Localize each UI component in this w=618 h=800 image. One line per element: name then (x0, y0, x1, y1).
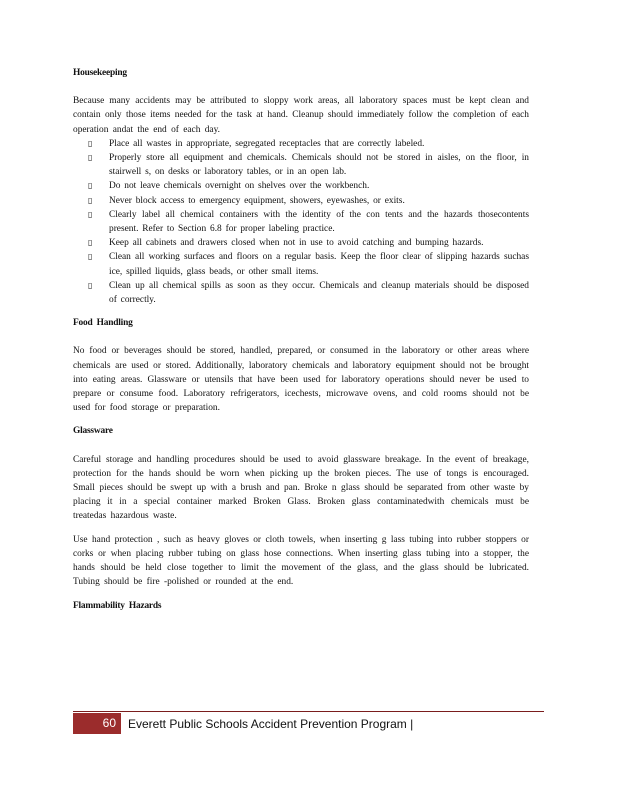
bullet-item (73, 279, 529, 307)
bullet-icon: ▯ (88, 209, 93, 219)
bullet-icon: ▯ (88, 195, 93, 205)
bullet-icon: ▯ (88, 238, 93, 248)
bullet-text: Clean all working surfaces and floors on a regular basis. Keep the floor clear of slipping hazards suchas ice, spilled liquids, glass beads, or other small items. (109, 252, 529, 277)
food-handling-text: No food or beverages should be stored, handled, prepared, or consumed in the laboratory or other areas where chemicals are used or stored. Additionally, laboratory chemicals and laboratory equipment should not be brought into eating areas. Glassware or utensils that have been used for laboratory operations should never be used to prepare or consume food. Laboratory refrigerators, icechests, microwave ovens, and cold rooms should not be used for food storage or preparation. (73, 346, 529, 414)
bullet-icon: ▯ (88, 138, 93, 148)
housekeeping-heading: Housekeeping (73, 68, 127, 78)
glassware-paragraph-1: Careful storage and handling procedures should be used to avoid glassware breakage. In the event of breakage, protection for the hands should be worn when picking up the broken pieces. The use of tongs is encouraged. Small pieces should be swept up with a brush and pan. Broke n glass should be separated from other waste by placing it in a special container marked Broken Glass. Broken glass contaminatedwith chemicals must be treatedas hazardous waste. (73, 454, 529, 522)
bullet-icon: ▯ (88, 153, 93, 163)
glassware-paragraph-2: Use hand protection , such as heavy gloves or cloth towels, when inserting g lass tubing into rubber stoppers or corks or when placing rubber tubing on glass hose connections. When inserting glass tubing into a stopper, the hands should be held close together to limit the movement of the glass, and the glass should be lubricated. Tubing should be fire -polished or rounded at the end. (73, 534, 529, 588)
bullet-item (73, 250, 529, 278)
bullet-item (73, 137, 529, 151)
bullet-item (73, 194, 529, 208)
page-number-badge: 60 (73, 713, 121, 734)
bullet-text: Clearly label all chemical containers with the identity of the con tents and the hazards thosecontents present. Refer to Section 6.8 for proper labeling practice. (109, 209, 529, 235)
bullet-text: Never block access to emergency equipment, showers, eyewashes, or exits. (109, 195, 405, 206)
footer-title: Everett Public Schools Accident Prevention Program | (128, 717, 414, 731)
food-handling-heading: Food Handling (73, 318, 133, 329)
bullet-item (73, 179, 529, 193)
page-content (73, 66, 529, 613)
flammability-heading: Flammability Hazards (73, 600, 162, 611)
bullet-item (73, 236, 529, 250)
bullet-icon: ▯ (88, 280, 93, 290)
glassware-heading: Glassware (73, 426, 113, 437)
page-footer (73, 711, 544, 735)
bullet-text: Properly store all equipment and chemicals. Chemicals should not be stored in aisles, on the floor, in stairwell s, on desks or laboratory tables, or in an open lab. (109, 153, 529, 178)
bullet-item (73, 151, 529, 179)
bullet-text: Place all wastes in appropriate, segregated receptacles that are correctly labeled. (109, 138, 425, 149)
bullet-icon: ▯ (88, 252, 93, 262)
bullet-text: Do not leave chemicals overnight on shelves over the workbench. (109, 181, 370, 192)
bullet-icon: ▯ (88, 181, 93, 191)
bullet-text: Clean up all chemical spills as soon as they occur. Chemicals and cleanup materials should be disposed of correctly. (109, 280, 529, 306)
housekeeping-bullet-list (73, 137, 529, 307)
bullet-text: Keep all cabinets and drawers closed when not in use to avoid catching and bumping hazards. (109, 238, 484, 249)
footer-divider (73, 711, 544, 712)
bullet-item (73, 208, 529, 236)
housekeeping-intro: Because many accidents may be attributed to sloppy work areas, all laboratory spaces must be kept clean and contain only those items needed for the task at hand. Cleanup should immediately follow the completion of each operation andat the end of each day. (73, 96, 529, 135)
